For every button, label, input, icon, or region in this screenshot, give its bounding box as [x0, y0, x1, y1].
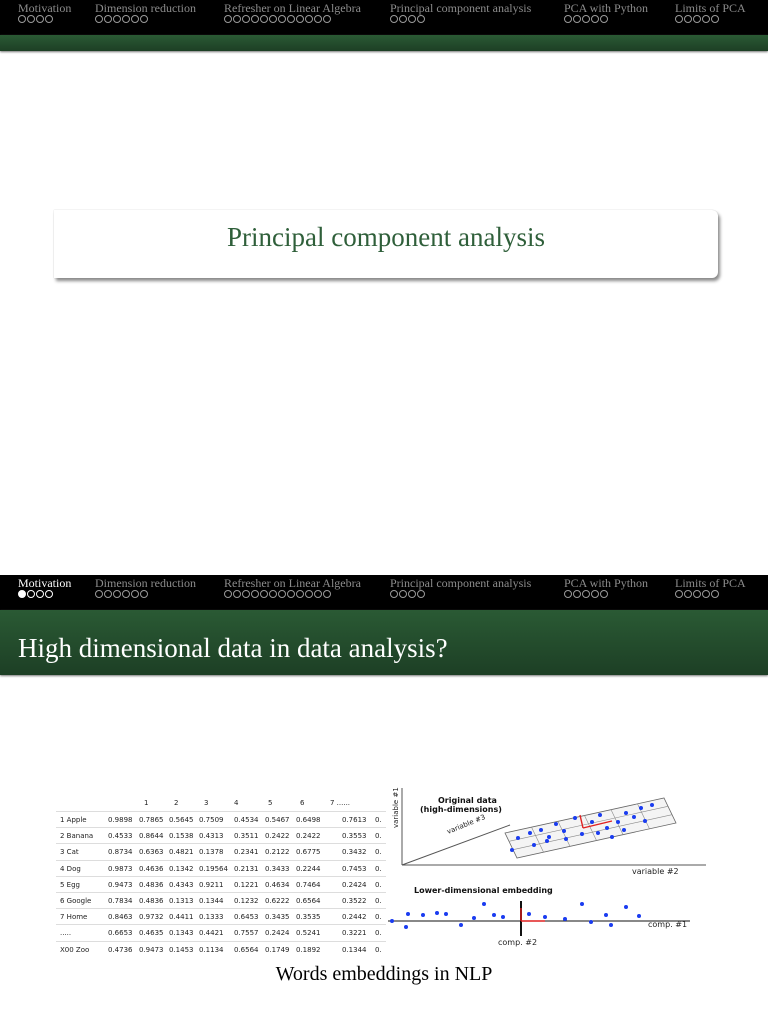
data-point: [643, 819, 647, 823]
frame-dot[interactable]: [27, 15, 35, 23]
table-cell: 0.4836: [139, 897, 164, 905]
data-point: [516, 836, 520, 840]
frame-dot[interactable]: [573, 15, 581, 23]
frame-dot[interactable]: [399, 15, 407, 23]
frame-dot[interactable]: [591, 15, 599, 23]
table-cell: 0.2422: [265, 832, 290, 841]
data-point: [528, 831, 532, 835]
data-point: [406, 912, 410, 916]
frame-dot[interactable]: [140, 15, 148, 23]
frame-dot[interactable]: [95, 15, 103, 23]
table-cell: 0.3522: [342, 897, 367, 905]
frame-dot[interactable]: [36, 15, 44, 23]
table-cell: 0.1344: [342, 945, 367, 954]
data-point: [562, 829, 566, 833]
nav-section-6-frame-dots: [675, 15, 719, 23]
data-point: [580, 832, 584, 836]
data-point: [590, 820, 594, 824]
row-label: .....: [60, 929, 72, 938]
header-band: [0, 35, 768, 51]
nav-section-3[interactable]: Refresher on Linear Algebra: [224, 1, 361, 15]
frame-dot[interactable]: [600, 15, 608, 23]
navigation-bar: [0, 0, 768, 35]
column-header: 6: [300, 799, 305, 807]
table-cell: 0.1344: [199, 897, 224, 905]
table-cell: 0.1378: [199, 848, 224, 857]
nav-section-2-frame-dots: [95, 15, 148, 23]
nav-section-3[interactable]: Refresher on Linear Algebra: [224, 576, 361, 590]
data-point: [573, 816, 577, 820]
frame-dot[interactable]: [251, 15, 259, 23]
embedding-title: Lower-dimensional embedding: [414, 886, 553, 895]
table-cell: 0.3535: [296, 913, 321, 922]
table-cell: 0.6363: [139, 848, 164, 857]
nav-section-5[interactable]: PCA with Python: [564, 576, 649, 590]
data-point: [604, 913, 608, 917]
table-cell: 0.1892: [296, 945, 321, 954]
data-point: [527, 912, 531, 916]
data-point: [609, 923, 613, 927]
table-cell: 0.1453: [169, 945, 194, 954]
data-point: [444, 912, 448, 916]
frame-dot[interactable]: [582, 15, 590, 23]
table-cell: 0.7464: [296, 880, 321, 889]
frame-dot[interactable]: [702, 15, 710, 23]
table-cell: 0.5467: [265, 816, 290, 824]
table-cell: 0.7613: [342, 816, 367, 824]
table-cell: 0.1749: [265, 945, 290, 954]
table-cell: 0.4534: [234, 816, 259, 824]
table-cell: 0.4821: [169, 848, 194, 857]
frame-dot[interactable]: [18, 15, 26, 23]
table-cell: 0.2424: [265, 929, 290, 938]
table-cell: 0.1221: [234, 880, 259, 889]
nav-section-5-frame-dots: [564, 15, 608, 23]
axis-label-comp-2: comp. #2: [498, 938, 538, 947]
row-label: 6 Google: [60, 897, 92, 905]
frame-dot[interactable]: [314, 15, 322, 23]
table-cell: 0.: [375, 832, 382, 841]
table-cell: 0.4635: [139, 929, 164, 938]
column-header: 7 ......: [330, 799, 351, 807]
frame-dot[interactable]: [287, 15, 295, 23]
table-cell: 0.6653: [108, 929, 133, 938]
table-cell: 0.1313: [169, 897, 194, 905]
column-header: 2: [174, 799, 179, 807]
frame-dot[interactable]: [278, 15, 286, 23]
data-point: [650, 803, 654, 807]
table-cell: 0.4421: [199, 929, 224, 938]
column-header: 1: [144, 799, 149, 807]
frame-dot[interactable]: [305, 15, 313, 23]
table-cell: 0.1232: [234, 897, 259, 905]
nav-section-5[interactable]: PCA with Python: [564, 1, 649, 15]
table-cell: 0.7865: [139, 816, 164, 824]
frame-dot[interactable]: [408, 15, 416, 23]
data-point: [421, 913, 425, 917]
table-cell: 0.2244: [296, 864, 321, 873]
table-cell: 0.9732: [139, 913, 164, 922]
frame-dot[interactable]: [675, 15, 683, 23]
pca-diagram: [0, 575, 768, 1025]
section-title-box: [54, 210, 718, 278]
table-cell: 0.3432: [342, 848, 367, 857]
axis-label-variable-1: variable #1: [392, 787, 400, 828]
column-header: 5: [268, 799, 273, 807]
table-cell: 0.3553: [342, 832, 367, 841]
axis-label-variable-2: variable #2: [632, 867, 679, 876]
data-point: [501, 915, 505, 919]
table-cell: 0.: [375, 880, 382, 889]
data-points-embedding: [390, 902, 641, 929]
frame-dot[interactable]: [45, 15, 53, 23]
embedding-plot: [388, 886, 690, 947]
table-cell: 0.: [375, 897, 382, 905]
original-data-title: Original data: [438, 796, 497, 805]
data-point: [624, 905, 628, 909]
table-cell: 0.6564: [296, 897, 321, 905]
table-cell: 0.6775: [296, 848, 321, 857]
nav-section-3-frame-dots: [224, 15, 331, 23]
column-header: 3: [204, 799, 209, 807]
row-label: X00 Zoo: [60, 945, 90, 954]
frame-dot[interactable]: [564, 15, 572, 23]
data-point: [598, 813, 602, 817]
row-label: 3 Cat: [60, 848, 79, 857]
table-cell: 0.2341: [234, 848, 259, 857]
frame-dot[interactable]: [242, 15, 250, 23]
table-cell: 0.3433: [265, 864, 290, 873]
data-point: [510, 848, 514, 852]
figure-caption: Words embeddings in NLP: [275, 963, 493, 985]
table-cell: 0.4836: [139, 880, 164, 889]
data-point: [639, 806, 643, 810]
table-cell: 0.8463: [108, 913, 133, 922]
nav-section-6[interactable]: Limits of PCA: [675, 576, 746, 590]
row-label: 5 Egg: [60, 880, 80, 889]
table-cell: 0.7453: [342, 864, 367, 873]
table-cell: 0.1343: [169, 929, 194, 938]
table-cell: 0.9473: [139, 945, 164, 954]
table-cell: 0.4636: [139, 864, 164, 873]
frame-dot[interactable]: [260, 15, 268, 23]
nav-section-2[interactable]: Dimension reduction: [95, 576, 196, 590]
table-cell: 0.9211: [199, 880, 224, 889]
data-point: [622, 828, 626, 832]
table-cell: 0.7557: [234, 929, 259, 938]
data-point: [459, 923, 463, 927]
table-cell: 0.5645: [169, 816, 194, 824]
table-cell: 0.7834: [108, 897, 133, 905]
table-cell: 0.1333: [199, 913, 224, 922]
frame-dot[interactable]: [323, 15, 331, 23]
table-cell: 0.4313: [199, 832, 224, 841]
frame-dot[interactable]: [104, 15, 112, 23]
table-cell: 0.7509: [199, 816, 224, 824]
frame-dot[interactable]: [113, 15, 121, 23]
frame-dot[interactable]: [390, 15, 398, 23]
table-cell: 0.8644: [139, 832, 164, 841]
data-point: [547, 835, 551, 839]
table-cell: 0.5241: [296, 929, 321, 938]
table-cell: 0.9473: [108, 880, 133, 889]
data-point: [580, 902, 584, 906]
data-point: [554, 822, 558, 826]
data-point: [596, 831, 600, 835]
table-cell: 0.6498: [296, 816, 321, 824]
frame-dot[interactable]: [131, 15, 139, 23]
slide-section-title: [0, 0, 768, 450]
frame-dot[interactable]: [224, 15, 232, 23]
data-point: [564, 837, 568, 841]
table-cell: 0.1342: [169, 864, 194, 873]
table-cell: 0.: [375, 945, 382, 954]
data-point: [605, 826, 609, 830]
original-data-plot: [392, 787, 706, 876]
row-label: 2 Banana: [60, 832, 94, 841]
data-point: [472, 916, 476, 920]
row-label: 7 Home: [60, 913, 88, 922]
data-point: [563, 917, 567, 921]
data-point: [632, 815, 636, 819]
section-title: Principal component analysis: [227, 222, 545, 252]
table-cell: 0.3511: [234, 832, 259, 841]
table-cell: 0.4411: [169, 913, 194, 922]
nav-section-6[interactable]: Limits of PCA: [675, 1, 746, 15]
data-point: [539, 828, 543, 832]
table-cell: 0.6564: [234, 945, 259, 954]
data-point: [543, 915, 547, 919]
table-cell: 0.3221: [342, 929, 367, 938]
table-cell: 0.2131: [234, 864, 259, 873]
table-cell: 0.: [375, 913, 382, 922]
data-point: [610, 835, 614, 839]
table-cell: 0.: [375, 848, 382, 857]
table-cell: 0.1134: [199, 945, 224, 954]
nav-section-4[interactable]: Principal component analysis: [390, 1, 532, 15]
table-cell: 0.: [375, 864, 382, 873]
frame-dot[interactable]: [269, 15, 277, 23]
table-cell: 0.9873: [108, 864, 133, 873]
table-cell: 0.19564: [199, 864, 228, 873]
table-cell: 0.: [375, 816, 382, 824]
data-point: [589, 920, 593, 924]
table-cell: 0.2442: [342, 913, 367, 922]
data-point: [482, 902, 486, 906]
table-cell: 0.2424: [342, 880, 367, 889]
row-label: 4 Dog: [60, 864, 81, 873]
slide-high-dimensional-data: [0, 575, 768, 1025]
data-point: [624, 811, 628, 815]
table-cell: 0.6222: [265, 897, 290, 905]
table-cell: 0.2422: [296, 832, 321, 841]
table-cell: 0.2122: [265, 848, 290, 857]
data-point: [404, 925, 408, 929]
frame-dot[interactable]: [417, 15, 425, 23]
table-cell: 0.1538: [169, 832, 194, 841]
data-point: [532, 843, 536, 847]
row-label: 1 Apple: [60, 816, 87, 824]
nav-section-4-frame-dots: [390, 15, 425, 23]
axis-label-variable-3: variable #3: [445, 813, 487, 836]
original-data-subtitle: (high-dimensions): [420, 805, 502, 814]
table-cell: 0.: [375, 929, 382, 938]
table-cell: 0.3435: [265, 913, 290, 922]
frame-dot[interactable]: [693, 15, 701, 23]
nav-section-1-frame-dots: [18, 15, 53, 23]
frame-dot[interactable]: [684, 15, 692, 23]
nav-section-1[interactable]: Motivation: [18, 1, 72, 15]
table-cell: 0.6453: [234, 913, 259, 922]
data-point: [435, 911, 439, 915]
table-cell: 0.9898: [108, 816, 133, 824]
frame-dot[interactable]: [711, 15, 719, 23]
column-header: 4: [234, 799, 239, 807]
nav-section-1[interactable]: Motivation: [18, 576, 72, 590]
frame-dot[interactable]: [296, 15, 304, 23]
axis-label-comp-1: comp. #1: [648, 920, 688, 929]
table-cell: 0.8734: [108, 848, 133, 857]
data-point: [390, 919, 394, 923]
data-point: [637, 914, 641, 918]
table-cell: 0.4634: [265, 880, 290, 889]
table-cell: 0.4343: [169, 880, 194, 889]
nav-section-4[interactable]: Principal component analysis: [390, 576, 532, 590]
nav-section-2[interactable]: Dimension reduction: [95, 1, 196, 15]
frame-dot[interactable]: [233, 15, 241, 23]
table-cell: 0.4736: [108, 945, 133, 954]
data-plane: [505, 798, 676, 858]
table-cell: 0.4533: [108, 832, 133, 841]
data-point: [545, 839, 549, 843]
frame-dot[interactable]: [122, 15, 130, 23]
data-point: [492, 913, 496, 917]
frame-title: High dimensional data in data analysis?: [18, 633, 448, 663]
data-point: [616, 820, 620, 824]
